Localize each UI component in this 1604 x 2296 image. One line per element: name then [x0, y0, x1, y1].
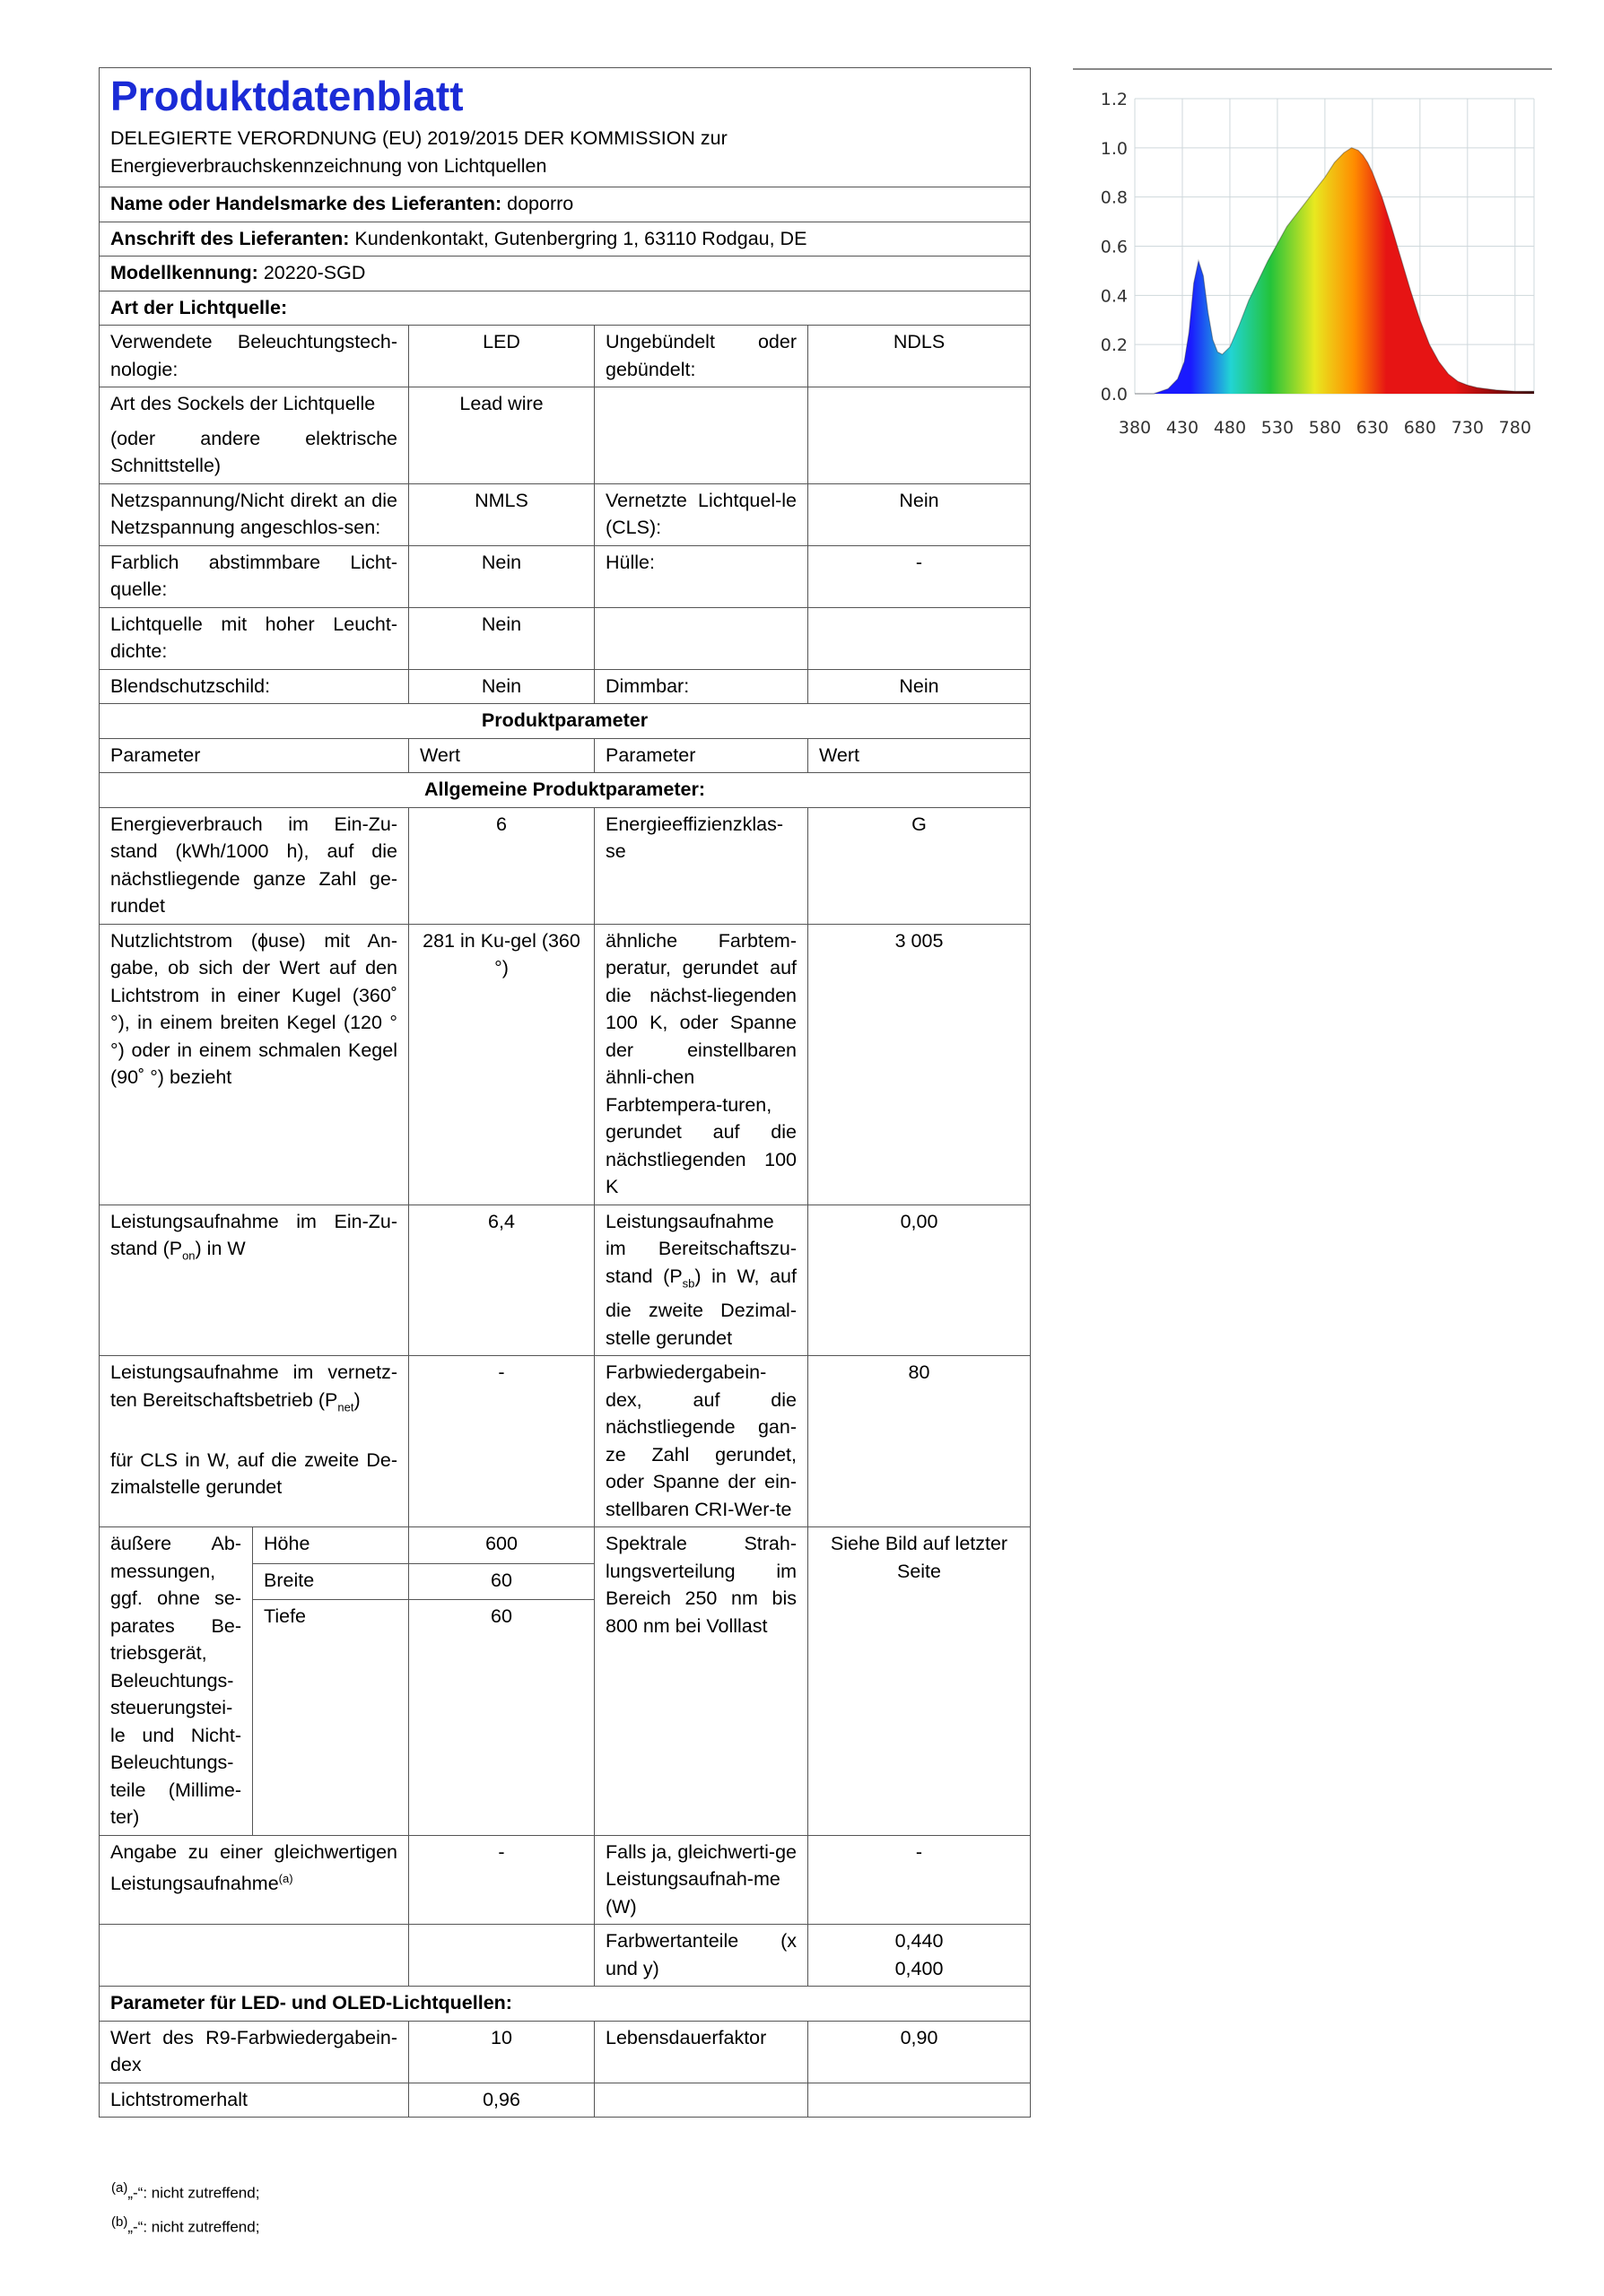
flux-label: Nutzlichtstrom (ɸuse) mit An-gabe, ob sich der Wert auf den Lichtstrom in einer Kugel (360˚ °), in einem breiten Kegel (120 °°) oder in einem schmalen Kegel (90˚ °) bezieht: [100, 924, 409, 1205]
height-label: Höhe: [253, 1527, 409, 1563]
equivalent-power-value: -: [409, 1835, 595, 1925]
standby-value: 0,00: [808, 1205, 1031, 1356]
envelope-value: -: [808, 545, 1031, 607]
params-header: Produktparameter: [100, 704, 1031, 739]
cri-value: 80: [808, 1356, 1031, 1527]
equivalent-power-w-value: -: [808, 1835, 1031, 1925]
dimmable-label: Dimmbar:: [595, 669, 808, 704]
y-tick-label: 1.0: [1100, 138, 1128, 159]
socket-label-cell: [100, 387, 409, 484]
glare-value: Nein: [409, 669, 595, 704]
y-tick-label: 0.2: [1100, 335, 1128, 356]
led-header: Parameter für LED- und OLED-Lichtquellen:: [100, 1987, 1031, 2022]
type-header: Art der Lichtquelle:: [100, 291, 1031, 326]
col-param-header-2: Parameter: [595, 738, 808, 773]
power-on-value: 6,4: [409, 1205, 595, 1356]
model-label: Modellkennung:: [110, 262, 258, 283]
y-tick-label: 0.0: [1100, 385, 1128, 404]
footnote-a: $^{(a)}$„-“: nicht zutreffend;: [111, 2180, 260, 2202]
tunable-label: Farblich abstimmbare Licht-quelle:: [100, 545, 409, 607]
depth-value: 60: [409, 1599, 595, 1835]
energy-value: 6: [409, 807, 595, 924]
empty-cell: [595, 2083, 808, 2118]
directional-value: NDLS: [808, 326, 1031, 387]
dimmable-value: Nein: [808, 669, 1031, 704]
empty-cell: [595, 607, 808, 669]
model-value: 20220-SGD: [263, 262, 366, 283]
survival-factor-value: 0,90: [808, 2021, 1031, 2083]
x-tick-label: 780: [1498, 418, 1531, 438]
spectrum-label: Spektrale Strah-lungsverteilung im Bereich 250 nm bis 800 nm bei Volllast: [595, 1527, 808, 1836]
y-tick-label: 0.6: [1100, 237, 1128, 257]
socket-value: Lead wire: [409, 387, 595, 484]
directional-label: Ungebündelt oder gebündelt:: [595, 326, 808, 387]
x-tick-label: 730: [1451, 418, 1484, 438]
x-tick-label: 480: [1213, 418, 1247, 438]
equivalent-power-w-label: Falls ja, gleichwerti-ge Leistungsaufnah-me (W): [595, 1835, 808, 1925]
x-axis-ticks: [1119, 418, 1531, 438]
y-tick-label: 1.2: [1100, 90, 1128, 109]
x-tick-label: 380: [1118, 418, 1152, 438]
supplier-name-value: doporro: [507, 193, 574, 214]
height-value: 600: [409, 1527, 595, 1563]
survival-factor-label: Lebensdauerfaktor: [595, 2021, 808, 2083]
efficiency-class-value: G: [808, 807, 1031, 924]
networked-standby-value: -: [409, 1356, 595, 1527]
width-value: 60: [409, 1563, 595, 1599]
header-cell: [100, 68, 1031, 187]
footnote-b: $^{(b)}$„-“: nicht zutreffend;: [111, 2213, 260, 2236]
mains-label: Netzspannung/Nicht direkt an die Netzspannung angeschlos-sen:: [100, 483, 409, 545]
width-label: Breite: [253, 1563, 409, 1599]
standby-label: Leistungsaufnahme im Bereitschaftszu-stand $(P_{sb})$ in W, auf die zweite Dezimal-stelle gerundet: [595, 1205, 808, 1356]
flux-value: 281 in Ku-gel (360 °): [409, 924, 595, 1205]
empty-cell: [409, 1925, 595, 1987]
spectrum-area: [1135, 148, 1534, 394]
cct-label: ähnliche Farbtem-peratur, gerundet auf die nächst-liegenden 100 K, oder Spanne der einstellbaren ähnli-chen Farbtempera-turen, gerundet auf die nächstliegenden 100 K: [595, 924, 808, 1205]
cls-label: Vernetzte Lichtquel-le (CLS):: [595, 483, 808, 545]
x-tick-label: 580: [1308, 418, 1342, 438]
tech-label: Verwendete Beleuchtungstech-nologie:: [100, 326, 409, 387]
power-on-label: Leistungsaufnahme im Ein-Zu-stand $(P_{on})$ in W: [100, 1205, 409, 1356]
energy-label: Energieverbrauch im Ein-Zu-stand (kWh/1000 h), auf die nächstliegende ganze Zahl ge-rundet: [100, 807, 409, 924]
cct-value: 3 005: [808, 924, 1031, 1205]
high-luminance-label: Lichtquelle mit hoher Leucht-dichte:: [100, 607, 409, 669]
chromaticity-label: Farbwertanteile (x und y): [595, 1925, 808, 1987]
footnotes: [111, 2174, 259, 2241]
general-header: Allgemeine Produktparameter:: [100, 773, 1031, 808]
x-tick-label: 630: [1356, 418, 1390, 438]
equivalent-power-label: Angabe zu einer gleichwertigen Leistungsaufnahme$^{(a)}$: [100, 1835, 409, 1925]
col-value-header: Wert: [409, 738, 595, 773]
supplier-name-label: Name oder Handelsmarke des Lieferanten:: [110, 193, 502, 214]
col-value-header-2: Wert: [808, 738, 1031, 773]
efficiency-class-label: Energieeffizienzklas-se: [595, 807, 808, 924]
supplier-name-row: [100, 187, 1031, 222]
y-tick-label: 0.4: [1100, 286, 1128, 307]
empty-cell: [808, 387, 1031, 484]
r9-value: 10: [409, 2021, 595, 2083]
datasheet-table: [99, 67, 1031, 2118]
envelope-label: Hülle:: [595, 545, 808, 607]
tunable-value: Nein: [409, 545, 595, 607]
col-param-header: Parameter: [100, 738, 409, 773]
x-tick-label: 530: [1260, 418, 1295, 438]
cri-label: Farbwiedergabein-dex, auf die nächstliegende gan-ze Zahl gerundet, oder Spanne der ein-stellbaren CRI-Wer-te: [595, 1356, 808, 1527]
chromaticity-value: 0,440 0,400: [808, 1925, 1031, 1987]
socket-label: Art des Sockels der Lichtquelle: [110, 393, 376, 414]
spectrum-chart: [1072, 65, 1556, 459]
spectrum-value: Siehe Bild auf letzter Seite: [808, 1527, 1031, 1836]
tech-value: LED: [409, 326, 595, 387]
networked-standby-label: Leistungsaufnahme im vernetz-ten Bereitschaftsbetrieb $(P_{net})$ für CLS in W, auf die zweite De-zimalstelle gerundet: [100, 1356, 409, 1527]
empty-cell: [808, 2083, 1031, 2118]
supplier-address-value: Kundenkontakt, Gutenbergring 1, 63110 Rodgau, DE: [354, 227, 807, 249]
y-tick-label: 0.8: [1100, 187, 1128, 208]
supplier-address-label: Anschrift des Lieferanten:: [110, 227, 350, 249]
supplier-address-row: [100, 222, 1031, 257]
dimensions-label: äußere Ab-messungen, ggf. ohne se-parates Be-triebsgerät, Beleuchtungs-steuerungstei-le und Nicht-Beleuchtungs-teile (Millime-ter): [100, 1527, 253, 1836]
mains-value: NMLS: [409, 483, 595, 545]
model-row: [100, 257, 1031, 291]
empty-cell: [808, 607, 1031, 669]
empty-cell: [595, 387, 808, 484]
depth-label: Tiefe: [253, 1599, 409, 1835]
x-tick-label: 430: [1165, 418, 1199, 438]
glare-label: Blendschutzschild:: [100, 669, 409, 704]
socket-label-extra: (oder andere elektrische Schnittstelle): [110, 427, 397, 476]
cls-value: Nein: [808, 483, 1031, 545]
x-tick-label: 680: [1403, 418, 1436, 438]
page-title: Produktdatenblatt: [110, 73, 464, 119]
empty-cell: [100, 1925, 409, 1987]
high-luminance-value: Nein: [409, 607, 595, 669]
lumen-maintenance-value: 0,96: [409, 2083, 595, 2118]
y-axis-ticks: [1101, 90, 1128, 404]
r9-label: Wert des R9-Farbwiedergabein-dex: [100, 2021, 409, 2083]
lumen-maintenance-label: Lichtstromerhalt: [100, 2083, 409, 2118]
page-subtitle: DELEGIERTE VERORDNUNG (EU) 2019/2015 DER KOMMISSION zur Energieverbrauchskennzeichnung von Lichtquellen: [110, 127, 728, 177]
